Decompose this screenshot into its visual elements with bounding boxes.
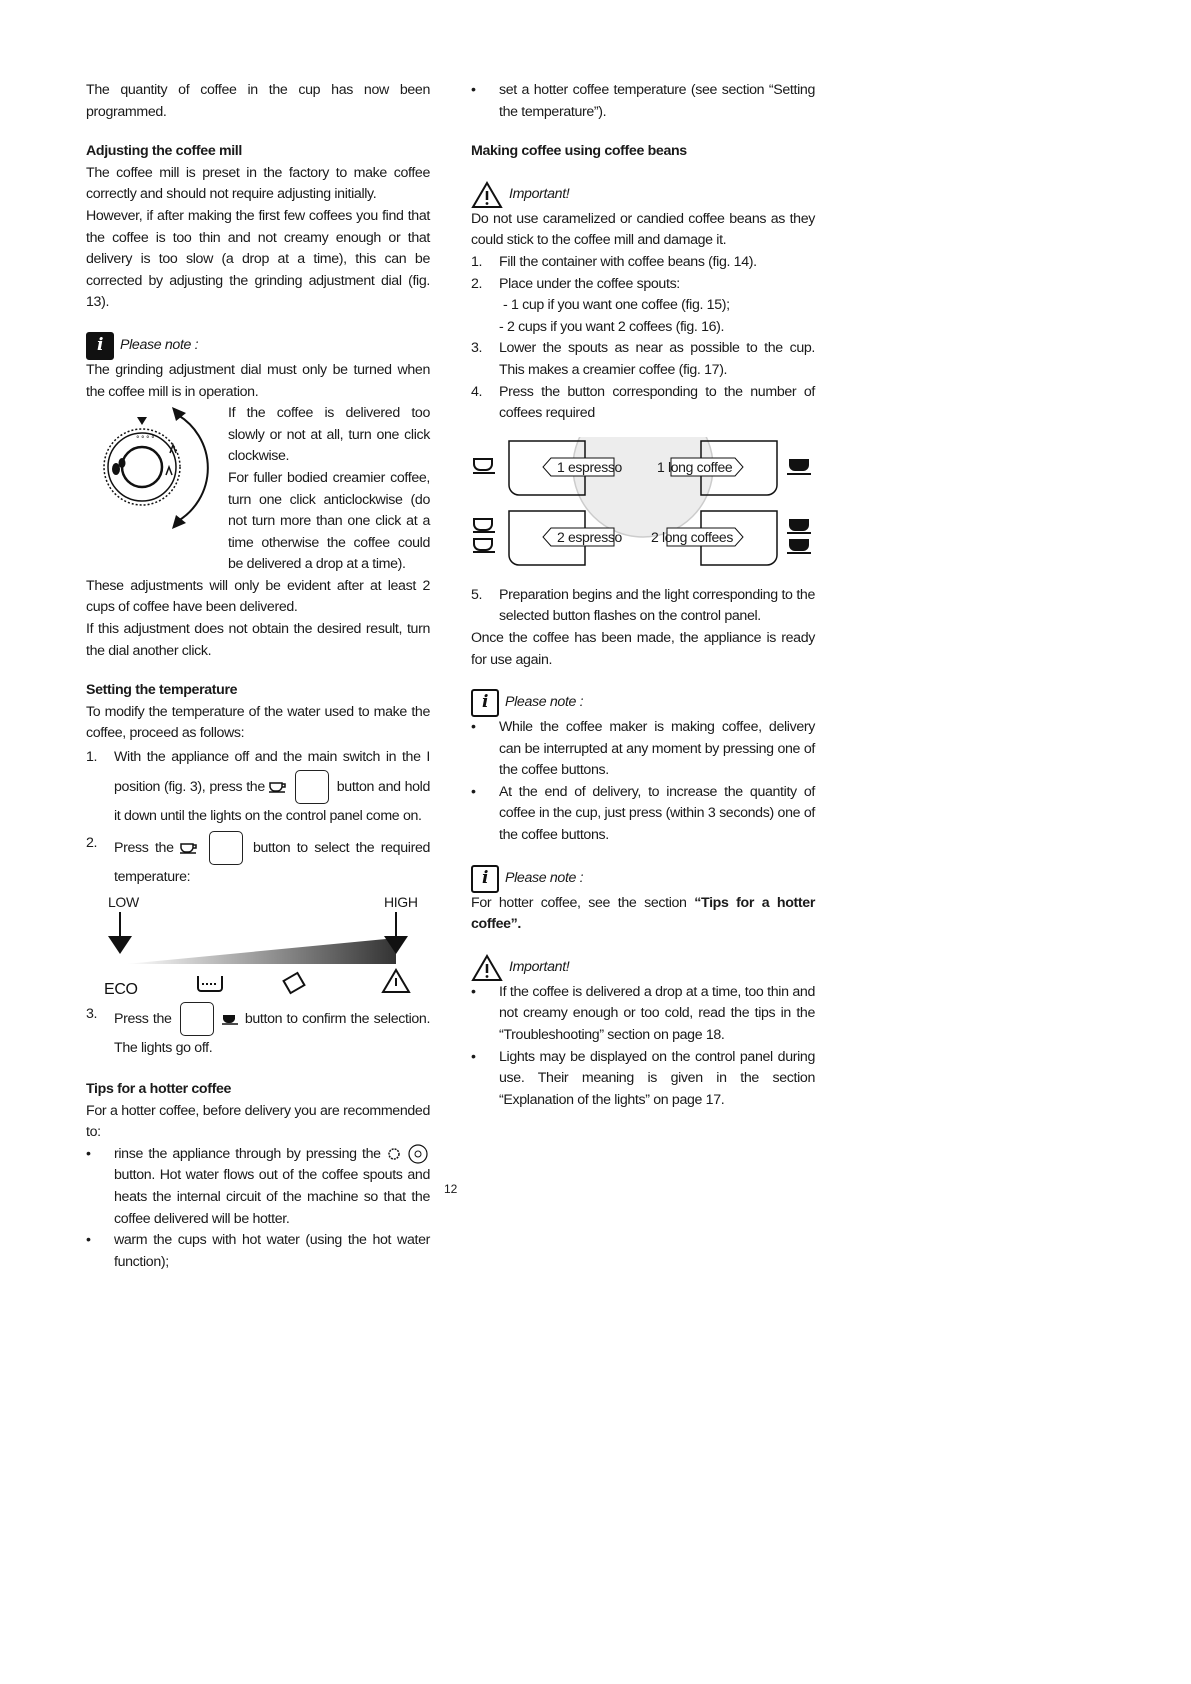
beans-step-1: 1. Fill the container with coffee beans (fig. 14). [471,253,757,270]
panel-button-icon [209,831,243,865]
beans-heading: Making coffee using coffee beans [471,143,687,160]
adjustment-paragraph-2: If this adjustment does not obtain the desired result, turn the dial another click. [86,621,430,659]
hotter-note [471,865,815,893]
important-label: Important! [509,959,570,976]
important-troubleshooting: • If the coffee is delivered a drop at a time, too thin and not creamy enough or too cold, read the tips in the “Troubleshooting” section on page 18. [471,983,815,1044]
info-icon: i [471,865,499,893]
pouring-jug-icon [284,973,305,993]
warning-icon [383,970,409,992]
mill-heading: Adjusting the coffee mill [86,143,242,160]
low-label: LOW [108,894,139,911]
temperature-gradient-icon [86,892,430,1002]
cup-level-icon [198,976,222,991]
note-text: The grinding adjustment dial must only be turned when the coffee mill is in operation. [86,361,430,400]
note-label: Please note : [120,337,199,354]
important-text: Do not use caramelized or candied coffee beans as they could stick to the coffee mill and damage it. [471,210,815,249]
grinding-dial-section [86,403,430,576]
temp-step-1: 1. With the appliance off and the main switch in the I position (fig. 3), press the button and hold it down until the lights on the control panel come on. [86,749,431,825]
two-espresso-cups-icon [473,519,495,552]
note-interrupt: • While the coffee maker is making coffee, delivery can be interrupted at any moment by pressing one of the coffee buttons. [471,719,815,779]
temperature-scale [86,892,418,1002]
two-long-coffees-cups-icon [787,519,811,553]
warning-icon [471,954,503,982]
note-increase: • At the end of delivery, to increase the quantity of coffee in the cup, just press (within 3 seconds) one of the coffee buttons. [471,783,815,844]
adjustment-paragraph-1: These adjustments will only be evident after at least 2 cups of coffee have been delivered. [86,577,430,616]
coffee-cup-icon [222,1013,240,1025]
grinding-dial-icon [86,403,220,535]
coffee-button-panel [471,437,815,577]
warning-icon [471,181,503,209]
note-label: Please note : [505,869,584,886]
tips-heading: Tips for a hotter coffee [86,1081,232,1098]
one-espresso-button: 1 espresso [557,458,622,475]
important-lights: • Lights may be displayed on the control panel during use. Their meaning is given in the section “Explanation of the lights” on page 17. [471,1048,815,1108]
temp-step-3: 3. Press the button to confirm the selection. The lights go off. [86,1002,430,1061]
svg-text:° ° ° °: ° ° ° ° [136,435,155,444]
high-label: HIGH [384,894,418,911]
rinse-button-icon [386,1144,430,1164]
tip-warm-cups: • warm the cups with hot water (using the hot water function); [86,1232,430,1270]
beans-step-2: 2. Place under the coffee spouts: [471,275,680,292]
two-long-coffees-button: 2 long coffees [651,528,734,545]
beans-step-2b: - 2 cups if you want 2 coffees (fig. 16). [499,318,725,335]
beans-step-2a: - 1 cup if you want one coffee (fig. 15); [503,297,730,314]
important-note [471,181,815,209]
hotter-note-text: For hotter coffee, see the section “Tips for a hotter coffee”. [471,894,815,933]
note-label: Please note : [505,694,584,711]
info-icon: i [86,332,114,360]
panel-button-icon [295,770,329,804]
mill-paragraph-1: The coffee mill is preset in the factory to make coffee correctly and should not require adjusting initially. [86,164,430,203]
panel-button-icon [180,1002,214,1036]
one-long-coffee-button: 1 long coffee [657,458,733,475]
delivery-note [471,689,815,717]
coffee-cup-icon [180,842,198,854]
beans-step-4: 4. Press the button corresponding to the number of coffees required [471,383,815,422]
temperature-heading: Setting the temperature [86,682,238,699]
beans-step-3: 3. Lower the spouts as near as possible to the cup. This makes a creamier coffee (fig. 17). [471,340,815,378]
intro-text: The quantity of coffee in the cup has now been programmed. [86,82,430,120]
mill-paragraph-2: However, if after making the first few coffees you find that the coffee is too thin and not creamy enough or that delivery is too slow (a drop at a time), this can be corrected by adjusting the grinding adjustment dial (fig. 13). [86,207,430,311]
beans-step-5: 5. Preparation begins and the light corresponding to the selected button flashes on the control panel. [471,586,815,625]
page-number: 12 [444,1182,458,1196]
dial-text-anticlockwise: For fuller bodied creamier coffee, turn one click anticlockwise (do not turn more than one click at a time otherwise the coffee could be delivered a drop at a time). [228,469,430,573]
important-note-2 [471,954,815,982]
control-panel-diagram [471,437,815,577]
one-long-coffee-cup-icon [787,459,811,474]
eco-label: ECO [104,981,138,999]
one-espresso-cup-icon [473,459,495,473]
temperature-intro: To modify the temperature of the water used to make the coffee, proceed as follows: [86,703,430,742]
tips-intro: For a hotter coffee, before delivery you are recommended to: [86,1102,430,1141]
important-label: Important! [509,185,570,202]
tip-rinse: • rinse the appliance through by pressing the button. Hot water flows out of the coffee spouts and heats the internal circuit of the machine so that the coffee delivered will be hotter. [86,1145,430,1227]
ready-text: Once the coffee has been made, the appliance is ready for use again. [471,629,815,668]
mill-note [86,332,430,360]
right-column [471,80,815,1111]
coffee-cup-icon [269,781,287,793]
dial-text-clockwise: If the coffee is delivered too slowly or not at all, turn one click clockwise. [228,405,430,465]
temp-step-2: 2. Press the button to select the required temperature: [86,831,430,890]
two-espresso-button: 2 espresso [557,528,622,545]
left-column [86,80,430,1273]
tip-hotter-temperature: • set a hotter coffee temperature (see section “Setting the temperature”). [471,82,815,120]
info-icon: i [471,689,499,717]
